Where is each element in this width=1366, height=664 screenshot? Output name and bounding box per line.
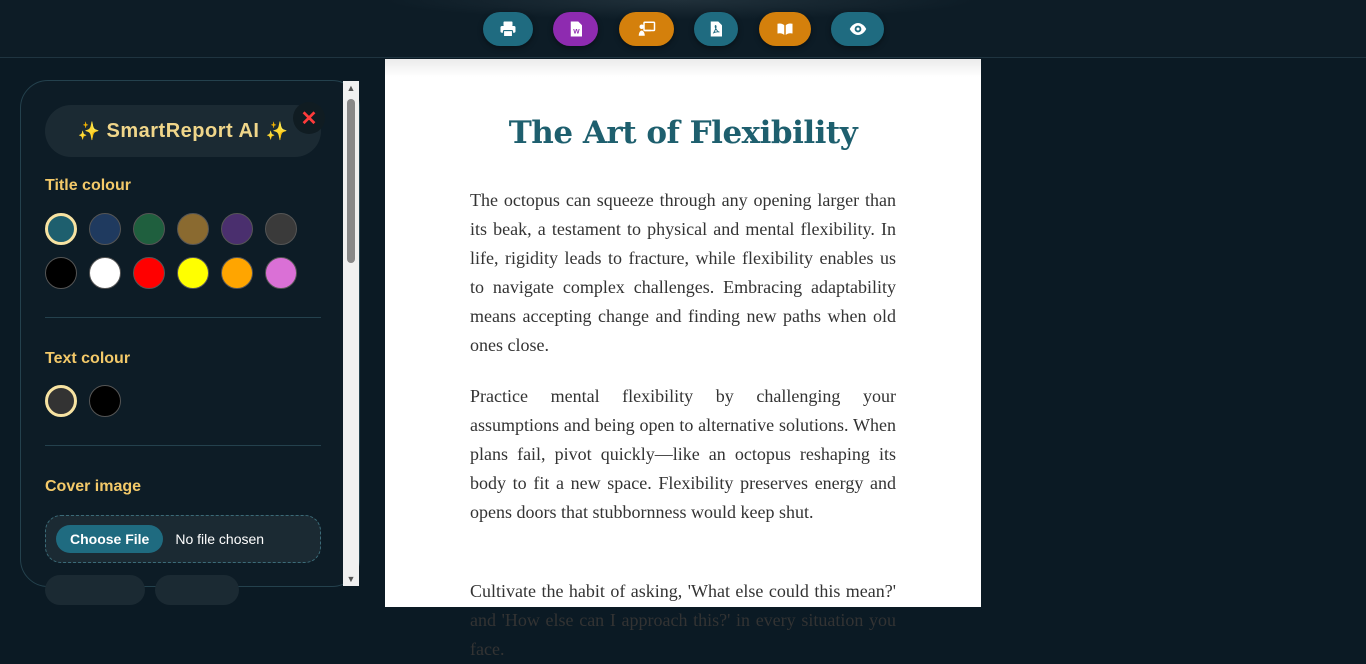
cover-image-label: Cover image bbox=[45, 478, 142, 495]
word-doc-icon bbox=[567, 20, 585, 38]
sparkle-icon: ✨ bbox=[265, 120, 289, 141]
teacher-board-icon bbox=[638, 20, 656, 38]
svg-text:W: W bbox=[572, 28, 580, 36]
scroll-up-arrow-icon[interactable]: ▲ bbox=[346, 83, 356, 93]
reader-mode-button[interactable] bbox=[759, 12, 811, 46]
colour-swatch[interactable] bbox=[45, 213, 77, 245]
document-paragraph: Cultivate the habit of asking, 'What else could this mean?' and 'How else can I approach this?' in every situation you face. bbox=[470, 581, 896, 659]
export-word-button[interactable] bbox=[553, 12, 598, 46]
close-panel-button[interactable] bbox=[293, 102, 325, 134]
option-pill[interactable] bbox=[155, 575, 239, 605]
colour-swatch[interactable] bbox=[265, 257, 297, 289]
colour-swatch[interactable] bbox=[177, 213, 209, 245]
pdf-file-icon bbox=[707, 20, 725, 38]
scrollbar-thumb[interactable] bbox=[347, 99, 355, 263]
choose-file-button[interactable]: Choose File bbox=[56, 525, 163, 553]
open-book-icon bbox=[776, 20, 794, 38]
file-status: No file chosen bbox=[175, 531, 265, 547]
page-top-shadow bbox=[385, 59, 981, 77]
title-colour-label: Title colour bbox=[45, 177, 131, 194]
document-paragraph: Practice mental flexibility by challenging your assumptions and being open to alternative solutions. When plans fail, pivot quickly—like an octopus reshaping its body to fit a new space. Flexibility preserves energy and opens doors that stubbornness would keep shut. bbox=[470, 386, 896, 522]
colour-swatch[interactable] bbox=[133, 257, 165, 289]
colour-swatch[interactable] bbox=[89, 213, 121, 245]
document-page bbox=[385, 59, 981, 659]
document-paragraph: The octopus can squeeze through any opening larger than its beak, a testament to physical and mental flexibility. In life, rigidity leads to fracture, while flexibility enables us to navigate complex challenges. Embracing adaptability means accepting change and finding new paths when old ones close. bbox=[470, 190, 896, 355]
presentation-button[interactable] bbox=[619, 12, 674, 46]
colour-swatch[interactable] bbox=[45, 257, 77, 289]
divider bbox=[45, 445, 321, 446]
colour-swatch[interactable] bbox=[221, 213, 253, 245]
document-title: The Art of Flexibility bbox=[508, 115, 858, 151]
colour-swatch[interactable] bbox=[221, 257, 253, 289]
colour-swatch[interactable] bbox=[89, 385, 121, 417]
top-toolbar bbox=[0, 0, 1366, 58]
colour-swatch[interactable] bbox=[133, 213, 165, 245]
colour-swatch[interactable] bbox=[45, 385, 77, 417]
printer-icon bbox=[499, 20, 517, 38]
divider bbox=[45, 317, 321, 318]
text-colour-label: Text colour bbox=[45, 350, 131, 367]
colour-swatch[interactable] bbox=[265, 213, 297, 245]
preview-button[interactable] bbox=[831, 12, 884, 46]
brand-name: SmartReport AI bbox=[106, 119, 260, 142]
cover-image-file-input[interactable] bbox=[45, 515, 321, 563]
close-icon: ✕ bbox=[300, 107, 318, 130]
eye-icon bbox=[849, 20, 867, 38]
print-button[interactable] bbox=[483, 12, 533, 46]
settings-panel bbox=[20, 80, 360, 587]
scroll-down-arrow-icon[interactable]: ▼ bbox=[346, 574, 356, 584]
colour-swatch[interactable] bbox=[177, 257, 209, 289]
option-pill[interactable] bbox=[45, 575, 145, 605]
panel-scrollbar[interactable] bbox=[343, 81, 359, 586]
colour-swatch[interactable] bbox=[89, 257, 121, 289]
sparkle-icon: ✨ bbox=[77, 120, 101, 141]
export-pdf-button[interactable] bbox=[694, 12, 738, 46]
brand-header bbox=[45, 105, 321, 157]
toolbar-glow bbox=[380, 0, 980, 20]
